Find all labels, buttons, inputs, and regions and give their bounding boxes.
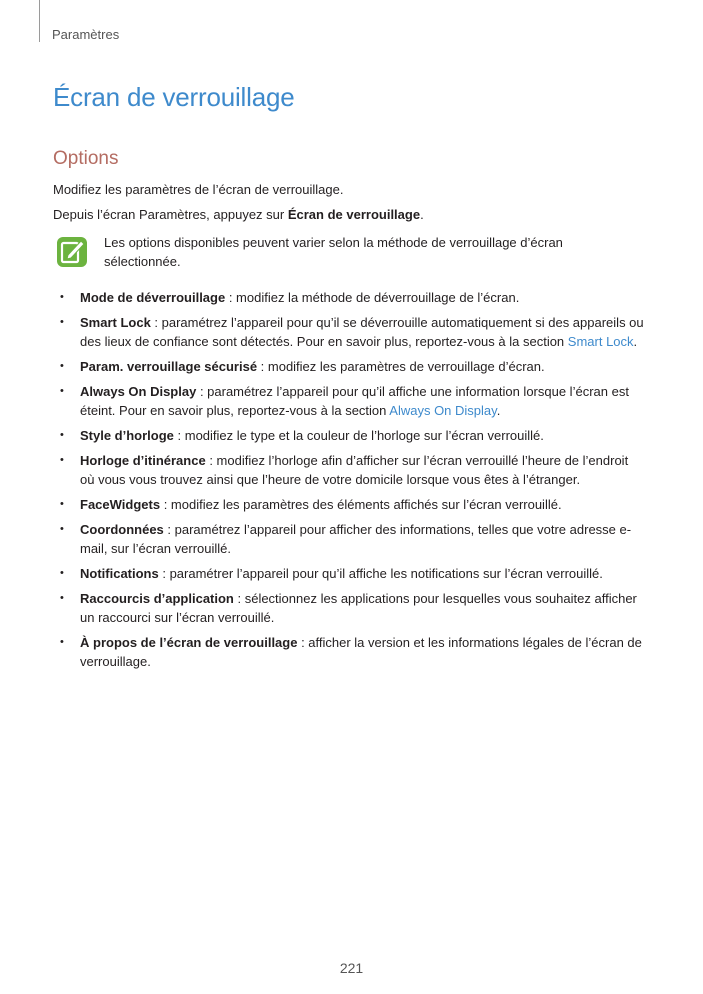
- bullet-dot: •: [60, 498, 64, 510]
- intro-suffix: .: [420, 207, 424, 222]
- pencil-note-icon: [56, 236, 88, 268]
- section-title: Options: [53, 148, 119, 169]
- option-desc: : modifiez l’horloge afin d’afficher sur l’écran verrouillé l’heure de l’endroit où vous vous trouvez ainsi que l’heure de votre domicile lorsque vous êtes à l’étranger.: [80, 453, 629, 487]
- option-term: Coordonnées: [80, 522, 164, 537]
- bullet-dot: •: [60, 360, 64, 372]
- option-term: Always On Display: [80, 384, 197, 399]
- option-desc: : paramétrez l’appareil pour qu’il se déverrouille automatiquement si des appareils ou des lieux de confiance sont détectés. Pour en savoir plus, reportez-vous à la section: [80, 315, 644, 349]
- option-item: [53, 495, 645, 514]
- option-term: Mode de déverrouillage: [80, 290, 226, 305]
- intro-line-2: [53, 206, 424, 224]
- header-rule: [39, 0, 40, 42]
- option-item: [53, 426, 645, 445]
- option-term: Raccourcis d’application: [80, 591, 234, 606]
- page-title: Écran de verrouillage: [53, 82, 295, 112]
- bullet-dot: •: [60, 429, 64, 441]
- option-item: [53, 313, 645, 351]
- option-desc-end: .: [633, 334, 638, 349]
- option-desc: : afficher la version et les informations légales de l’écran de verrouillage.: [80, 635, 642, 669]
- bullet-dot: •: [60, 454, 64, 466]
- option-desc: : modifiez le type et la couleur de l’horloge sur l’écran verrouillé.: [173, 428, 544, 443]
- header-section: Paramètres: [52, 27, 120, 42]
- option-desc: : modifiez les paramètres des éléments affichés sur l’écran verrouillé.: [160, 497, 562, 512]
- bullet-dot: •: [60, 316, 64, 328]
- section-link[interactable]: Smart Lock: [567, 334, 634, 349]
- option-desc: : modifiez la méthode de déverrouillage de l’écran.: [225, 290, 520, 305]
- option-desc-end: .: [496, 403, 501, 418]
- intro-line-1: Modifiez les paramètres de l’écran de verrouillage.: [53, 182, 344, 197]
- bullet-dot: •: [60, 291, 64, 303]
- option-term: Notifications: [80, 566, 159, 581]
- option-desc: : modifiez les paramètres de verrouillage d’écran.: [257, 359, 545, 374]
- option-item: [53, 288, 645, 307]
- option-item: [53, 357, 645, 376]
- option-term: Smart Lock: [80, 315, 151, 330]
- intro-menu-name: Écran de verrouillage: [287, 207, 421, 222]
- option-item: [53, 564, 645, 583]
- option-term: Horloge d’itinérance: [80, 453, 206, 468]
- bullet-dot: •: [60, 523, 64, 535]
- option-desc: : paramétrer l’appareil pour qu’il affiche les notifications sur l’écran verrouillé.: [158, 566, 603, 581]
- option-term: À propos de l’écran de verrouillage: [80, 635, 298, 650]
- option-term: Param. verrouillage sécurisé: [80, 359, 258, 374]
- bullet-dot: •: [60, 592, 64, 604]
- option-item: [53, 451, 645, 489]
- bullet-dot: •: [60, 385, 64, 397]
- options-list: [53, 288, 645, 677]
- option-item: [53, 589, 645, 627]
- bullet-dot: •: [60, 636, 64, 648]
- option-item: [53, 382, 645, 420]
- option-desc: : paramétrez l’appareil pour qu’il affiche une information lorsque l’écran est éteint. Pour en savoir plus, reportez-vous à la section: [80, 384, 629, 418]
- option-term: FaceWidgets: [80, 497, 161, 512]
- section-link[interactable]: Always On Display: [389, 403, 497, 418]
- option-term: Style d’horloge: [80, 428, 174, 443]
- bullet-dot: •: [60, 567, 64, 579]
- intro-prefix: Depuis l’écran Paramètres, appuyez sur: [53, 207, 288, 222]
- note-text: Les options disponibles peuvent varier selon la méthode de verrouillage d’écran sélectionnée.: [104, 235, 563, 269]
- option-item: [53, 520, 645, 558]
- page-number: 221: [339, 960, 364, 976]
- option-desc: : sélectionnez les applications pour lesquelles vous souhaitez afficher un raccourci sur l’écran verrouillé.: [80, 591, 637, 625]
- option-desc: : paramétrez l’appareil pour afficher des informations, telles que votre adresse e-mail, sur l’écran verrouillé.: [80, 522, 632, 556]
- option-item: [53, 633, 645, 671]
